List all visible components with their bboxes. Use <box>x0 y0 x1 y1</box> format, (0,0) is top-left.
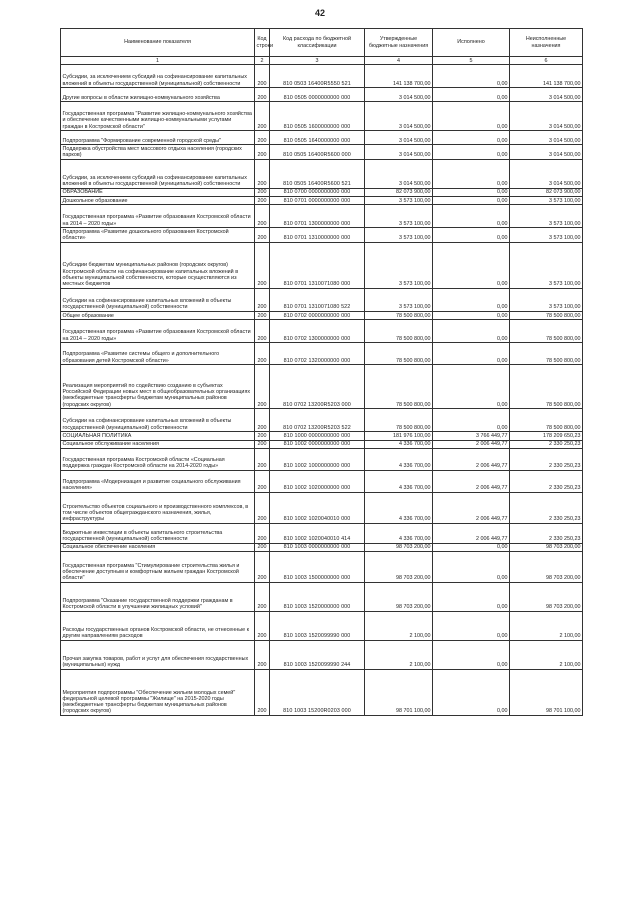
row-indicator-name: ОБРАЗОВАНИЕ <box>61 188 255 196</box>
row-budget-classification: 810 1000 0000000000 000 <box>270 432 365 440</box>
row-budget-classification: 810 0702 1320000000 000 <box>270 343 365 365</box>
row-approved-amount: 2 100,00 <box>365 612 433 641</box>
row-remaining-amount: 2 100,00 <box>510 612 583 641</box>
row-remaining-amount: 141 138 700,00 <box>510 65 583 88</box>
row-executed-amount: 0,00 <box>433 583 510 612</box>
row-remaining-amount: 2 330 250,23 <box>510 440 583 448</box>
row-budget-classification: 810 0505 1640000000 000 <box>270 131 365 145</box>
table-row <box>61 243 583 289</box>
table-row <box>61 65 583 88</box>
row-indicator-name: Реализация мероприятий по содействию созданию в субъектах Российской Федерации новых мест в общеобразовательных организациях (межбюджетные трансферты бюджетам муниципальных районов (городских округов) <box>61 365 255 409</box>
row-indicator-name: Социальное обеспечение населения <box>61 543 255 551</box>
row-approved-amount: 4 336 700,00 <box>365 470 433 492</box>
row-budget-classification: 810 0505 1600000000 000 <box>270 102 365 131</box>
row-indicator-name: Подпрограмма «Развитие системы общего и дополнительного образования детей Костромской области» <box>61 343 255 365</box>
row-approved-amount: 3 014 500,00 <box>365 145 433 160</box>
row-approved-amount: 3 573 100,00 <box>365 228 433 243</box>
row-budget-classification: 810 1003 1520099990 000 <box>270 612 365 641</box>
row-approved-amount: 4 336 700,00 <box>365 492 433 523</box>
row-indicator-name: Государственная программа "Развитие жилищно-коммунального хозяйства и обеспечение качественными жилищно-коммунальными услугами граждан в Костромской области" <box>61 102 255 131</box>
row-remaining-amount: 2 330 250,23 <box>510 448 583 470</box>
row-indicator-name: Субсидии, за исключением субсидий на софинансирование капитальных вложений в объекты государственной (муниципальной) собственности <box>61 159 255 188</box>
row-code: 200 <box>255 543 270 551</box>
row-indicator-name: Государственная программа «Развитие образования Костромской области на 2014 – 2020 годы» <box>61 205 255 228</box>
row-indicator-name: Расходы государственных органов Костромской области, не отнесенные к другим направлениям расходов <box>61 612 255 641</box>
budget-execution-table <box>60 28 583 716</box>
row-budget-classification: 810 1003 1520000000 000 <box>270 583 365 612</box>
row-indicator-name: Субсидии на софинансирование капитальных вложений в объекты государственной (муниципальной) собственности <box>61 289 255 312</box>
row-remaining-amount: 3 014 500,00 <box>510 88 583 102</box>
row-executed-amount: 2 006 449,77 <box>433 440 510 448</box>
column-number: 3 <box>270 57 365 65</box>
row-code: 200 <box>255 492 270 523</box>
row-executed-amount: 0,00 <box>433 228 510 243</box>
row-code: 200 <box>255 102 270 131</box>
row-code: 200 <box>255 65 270 88</box>
row-remaining-amount: 78 500 800,00 <box>510 409 583 432</box>
row-budget-classification: 810 0505 16400R5600 000 <box>270 145 365 160</box>
header-budget-classification: Код расхода по бюджетной классификации <box>270 29 365 57</box>
row-indicator-name: Мероприятия подпрограммы "Обеспечение жильем молодых семей" федеральной целевой программы "Жилище" на 2015-2020 годы (межбюджетные трансферты бюджетам муниципальных районов (городских округов) <box>61 670 255 716</box>
row-remaining-amount: 78 500 800,00 <box>510 312 583 320</box>
row-budget-classification: 810 1002 0000000000 000 <box>270 440 365 448</box>
row-indicator-name: Поддержка обустройства мест массового отдыха населения (городских парков) <box>61 145 255 160</box>
row-indicator-name: Субсидии бюджетам муниципальных районов (городских округов) Костромской области на софинансирование капитальных вложений в объекты муниципальной собственности, которые осуществляются из местных бюджетов <box>61 243 255 289</box>
row-approved-amount: 78 500 800,00 <box>365 409 433 432</box>
column-number: 2 <box>255 57 270 65</box>
row-approved-amount: 141 138 700,00 <box>365 65 433 88</box>
row-indicator-name: Социальное обслуживание населения <box>61 440 255 448</box>
row-remaining-amount: 3 573 100,00 <box>510 289 583 312</box>
row-indicator-name: Государственная программа "Стимулирование строительства жилья и обеспечение доступным и комфортным жильем граждан Костромской области" <box>61 552 255 583</box>
table-row <box>61 159 583 188</box>
table-header-row <box>61 29 583 57</box>
table-row <box>61 88 583 102</box>
row-code: 200 <box>255 670 270 716</box>
row-remaining-amount: 3 573 100,00 <box>510 197 583 205</box>
table-row <box>61 197 583 205</box>
row-code: 200 <box>255 197 270 205</box>
page-number: 42 <box>314 8 325 18</box>
row-code: 200 <box>255 312 270 320</box>
table-row <box>61 343 583 365</box>
row-code: 200 <box>255 470 270 492</box>
table-row <box>61 289 583 312</box>
row-executed-amount: 0,00 <box>433 320 510 343</box>
row-executed-amount: 0,00 <box>433 197 510 205</box>
row-indicator-name: Другие вопросы в области жилищно-коммунального хозяйства <box>61 88 255 102</box>
table-row <box>61 131 583 145</box>
table-row <box>61 205 583 228</box>
row-code: 200 <box>255 612 270 641</box>
row-executed-amount: 3 766 449,77 <box>433 432 510 440</box>
row-executed-amount: 0,00 <box>433 243 510 289</box>
row-remaining-amount: 2 100,00 <box>510 641 583 670</box>
row-executed-amount: 0,00 <box>433 159 510 188</box>
row-approved-amount: 3 014 500,00 <box>365 159 433 188</box>
row-remaining-amount: 2 330 250,23 <box>510 470 583 492</box>
row-indicator-name: Государственная программа Костромской области «Социальная поддержка граждан Костромской области на 2014-2020 годы» <box>61 448 255 470</box>
row-remaining-amount: 2 330 250,23 <box>510 492 583 523</box>
table-row <box>61 612 583 641</box>
row-approved-amount: 181 976 100,00 <box>365 432 433 440</box>
row-code: 200 <box>255 641 270 670</box>
table-row <box>61 365 583 409</box>
table-row <box>61 552 583 583</box>
row-indicator-name: Подпрограмма «Модернизация и развитие социального обслуживания населения» <box>61 470 255 492</box>
row-approved-amount: 3 573 100,00 <box>365 243 433 289</box>
row-indicator-name: СОЦИАЛЬНАЯ ПОЛИТИКА <box>61 432 255 440</box>
table-row <box>61 312 583 320</box>
row-executed-amount: 0,00 <box>433 102 510 131</box>
row-code: 200 <box>255 552 270 583</box>
row-indicator-name: Бюджетные инвестиции в объекты капитального строительства государственной (муниципальной) собственности <box>61 523 255 543</box>
row-budget-classification: 810 0701 1310071080 000 <box>270 243 365 289</box>
row-budget-classification: 810 0702 13200R5203 000 <box>270 365 365 409</box>
row-code: 200 <box>255 523 270 543</box>
table-row <box>61 188 583 196</box>
header-approved: Утвержденные бюджетные назначения <box>365 29 433 57</box>
row-approved-amount: 98 703 200,00 <box>365 552 433 583</box>
row-executed-amount: 0,00 <box>433 409 510 432</box>
row-code: 200 <box>255 228 270 243</box>
row-code: 200 <box>255 320 270 343</box>
row-indicator-name: Прочая закупка товаров, работ и услуг для обеспечения государственных (муниципальных) нужд <box>61 641 255 670</box>
row-remaining-amount: 98 703 200,00 <box>510 583 583 612</box>
row-executed-amount: 2 006 449,77 <box>433 492 510 523</box>
row-budget-classification: 810 0701 1300000000 000 <box>270 205 365 228</box>
row-remaining-amount: 2 330 250,23 <box>510 523 583 543</box>
row-remaining-amount: 178 209 650,23 <box>510 432 583 440</box>
table-row <box>61 543 583 551</box>
row-executed-amount: 0,00 <box>433 365 510 409</box>
row-remaining-amount: 98 701 100,00 <box>510 670 583 716</box>
table-row <box>61 228 583 243</box>
row-approved-amount: 3 014 500,00 <box>365 102 433 131</box>
column-number: 1 <box>61 57 255 65</box>
row-code: 200 <box>255 440 270 448</box>
table-row <box>61 409 583 432</box>
row-budget-classification: 810 1002 1020000000 000 <box>270 470 365 492</box>
column-number: 6 <box>510 57 583 65</box>
row-budget-classification: 810 0505 0000000000 000 <box>270 88 365 102</box>
row-indicator-name: Подпрограмма «Развитие дошкольного образования Костромской области» <box>61 228 255 243</box>
row-code: 200 <box>255 188 270 196</box>
row-budget-classification: 810 0505 16400R5600 521 <box>270 159 365 188</box>
row-budget-classification: 810 0503 16400R5550 521 <box>270 65 365 88</box>
row-approved-amount: 98 701 100,00 <box>365 670 433 716</box>
table-row <box>61 670 583 716</box>
row-executed-amount: 0,00 <box>433 131 510 145</box>
row-code: 200 <box>255 145 270 160</box>
row-remaining-amount: 78 500 800,00 <box>510 365 583 409</box>
header-row-code: Код строки <box>255 29 270 57</box>
row-approved-amount: 98 703 200,00 <box>365 543 433 551</box>
row-remaining-amount: 78 500 800,00 <box>510 320 583 343</box>
row-remaining-amount: 98 703 200,00 <box>510 543 583 551</box>
table-row <box>61 448 583 470</box>
row-budget-classification: 810 0700 0000000000 000 <box>270 188 365 196</box>
row-executed-amount: 0,00 <box>433 289 510 312</box>
header-remaining: Неисполненные назначения <box>510 29 583 57</box>
table-row <box>61 102 583 131</box>
row-executed-amount: 0,00 <box>433 343 510 365</box>
column-number: 4 <box>365 57 433 65</box>
column-number-row <box>61 57 583 65</box>
row-code: 200 <box>255 289 270 312</box>
row-code: 200 <box>255 131 270 145</box>
row-remaining-amount: 82 073 900,00 <box>510 188 583 196</box>
row-executed-amount: 2 006 449,77 <box>433 448 510 470</box>
table-row <box>61 320 583 343</box>
table-row <box>61 583 583 612</box>
row-budget-classification: 810 0701 0000000000 000 <box>270 197 365 205</box>
table-row <box>61 641 583 670</box>
table-body <box>61 65 583 716</box>
row-executed-amount: 0,00 <box>433 612 510 641</box>
row-approved-amount: 98 703 200,00 <box>365 583 433 612</box>
row-indicator-name: Общее образование <box>61 312 255 320</box>
row-executed-amount: 0,00 <box>433 543 510 551</box>
table-row <box>61 145 583 160</box>
row-code: 200 <box>255 243 270 289</box>
row-remaining-amount: 98 703 200,00 <box>510 552 583 583</box>
row-budget-classification: 810 1003 1500000000 000 <box>270 552 365 583</box>
row-code: 200 <box>255 159 270 188</box>
row-approved-amount: 78 500 800,00 <box>365 343 433 365</box>
row-indicator-name: Государственная программа «Развитие образования Костромской области на 2014 – 2020 годы» <box>61 320 255 343</box>
row-remaining-amount: 3 573 100,00 <box>510 205 583 228</box>
row-executed-amount: 0,00 <box>433 65 510 88</box>
row-remaining-amount: 3 014 500,00 <box>510 131 583 145</box>
row-approved-amount: 3 573 100,00 <box>365 197 433 205</box>
row-executed-amount: 0,00 <box>433 641 510 670</box>
row-indicator-name: Субсидии, за исключением субсидий на софинансирование капитальных вложений в объекты государственной (муниципальной) собственности <box>61 65 255 88</box>
row-executed-amount: 0,00 <box>433 88 510 102</box>
row-indicator-name: Строительство объектов социального и производственного комплексов, в том числе объектов общегражданского назначения, жилья, инфраструктуры <box>61 492 255 523</box>
row-code: 200 <box>255 205 270 228</box>
row-budget-classification: 810 0702 0000000000 000 <box>270 312 365 320</box>
row-approved-amount: 82 073 900,00 <box>365 188 433 196</box>
row-approved-amount: 4 336 700,00 <box>365 448 433 470</box>
header-executed: Исполнено <box>433 29 510 57</box>
row-remaining-amount: 78 500 800,00 <box>510 343 583 365</box>
row-approved-amount: 3 573 100,00 <box>365 205 433 228</box>
row-code: 200 <box>255 432 270 440</box>
row-approved-amount: 4 336 700,00 <box>365 440 433 448</box>
row-remaining-amount: 3 573 100,00 <box>510 228 583 243</box>
row-approved-amount: 2 100,00 <box>365 641 433 670</box>
row-budget-classification: 810 1003 0000000000 000 <box>270 543 365 551</box>
row-budget-classification: 810 1003 1520099990 244 <box>270 641 365 670</box>
row-indicator-name: Субсидии на софинансирование капитальных вложений в объекты государственной (муниципальной) собственности <box>61 409 255 432</box>
row-indicator-name: Подпрограмма "Оказание государственной поддержки гражданам в Костромской области в улучшении жилищных условий" <box>61 583 255 612</box>
table-row <box>61 470 583 492</box>
column-number: 5 <box>433 57 510 65</box>
row-budget-classification: 810 1002 1020040010 000 <box>270 492 365 523</box>
row-budget-classification: 810 0701 1310000000 000 <box>270 228 365 243</box>
header-indicator-name: Наименование показателя <box>61 29 255 57</box>
row-code: 200 <box>255 583 270 612</box>
row-budget-classification: 810 1002 1000000000 000 <box>270 448 365 470</box>
table-row <box>61 492 583 523</box>
row-remaining-amount: 3 014 500,00 <box>510 159 583 188</box>
row-approved-amount: 3 573 100,00 <box>365 289 433 312</box>
row-indicator-name: Дошкольное образование <box>61 197 255 205</box>
row-code: 200 <box>255 88 270 102</box>
row-approved-amount: 3 014 500,00 <box>365 131 433 145</box>
table-row <box>61 440 583 448</box>
row-executed-amount: 0,00 <box>433 552 510 583</box>
row-executed-amount: 0,00 <box>433 145 510 160</box>
row-code: 200 <box>255 448 270 470</box>
row-executed-amount: 0,00 <box>433 312 510 320</box>
row-code: 200 <box>255 365 270 409</box>
row-code: 200 <box>255 343 270 365</box>
row-budget-classification: 810 0701 1310071080 522 <box>270 289 365 312</box>
row-approved-amount: 4 336 700,00 <box>365 523 433 543</box>
row-executed-amount: 0,00 <box>433 670 510 716</box>
table-row <box>61 432 583 440</box>
row-code: 200 <box>255 409 270 432</box>
row-executed-amount: 0,00 <box>433 188 510 196</box>
row-budget-classification: 810 1002 1020040010 414 <box>270 523 365 543</box>
row-remaining-amount: 3 014 500,00 <box>510 102 583 131</box>
row-budget-classification: 810 0702 1300000000 000 <box>270 320 365 343</box>
row-remaining-amount: 3 014 500,00 <box>510 145 583 160</box>
row-approved-amount: 78 500 800,00 <box>365 312 433 320</box>
row-executed-amount: 2 006 449,77 <box>433 470 510 492</box>
row-approved-amount: 78 500 800,00 <box>365 320 433 343</box>
row-approved-amount: 3 014 500,00 <box>365 88 433 102</box>
row-indicator-name: Подпрограмма "Формирование современной городской среды" <box>61 131 255 145</box>
row-executed-amount: 2 006 449,77 <box>433 523 510 543</box>
row-executed-amount: 0,00 <box>433 205 510 228</box>
table-row <box>61 523 583 543</box>
row-remaining-amount: 3 573 100,00 <box>510 243 583 289</box>
row-approved-amount: 78 500 800,00 <box>365 365 433 409</box>
row-budget-classification: 810 0702 13200R5203 522 <box>270 409 365 432</box>
row-budget-classification: 810 1003 15200R0203 000 <box>270 670 365 716</box>
